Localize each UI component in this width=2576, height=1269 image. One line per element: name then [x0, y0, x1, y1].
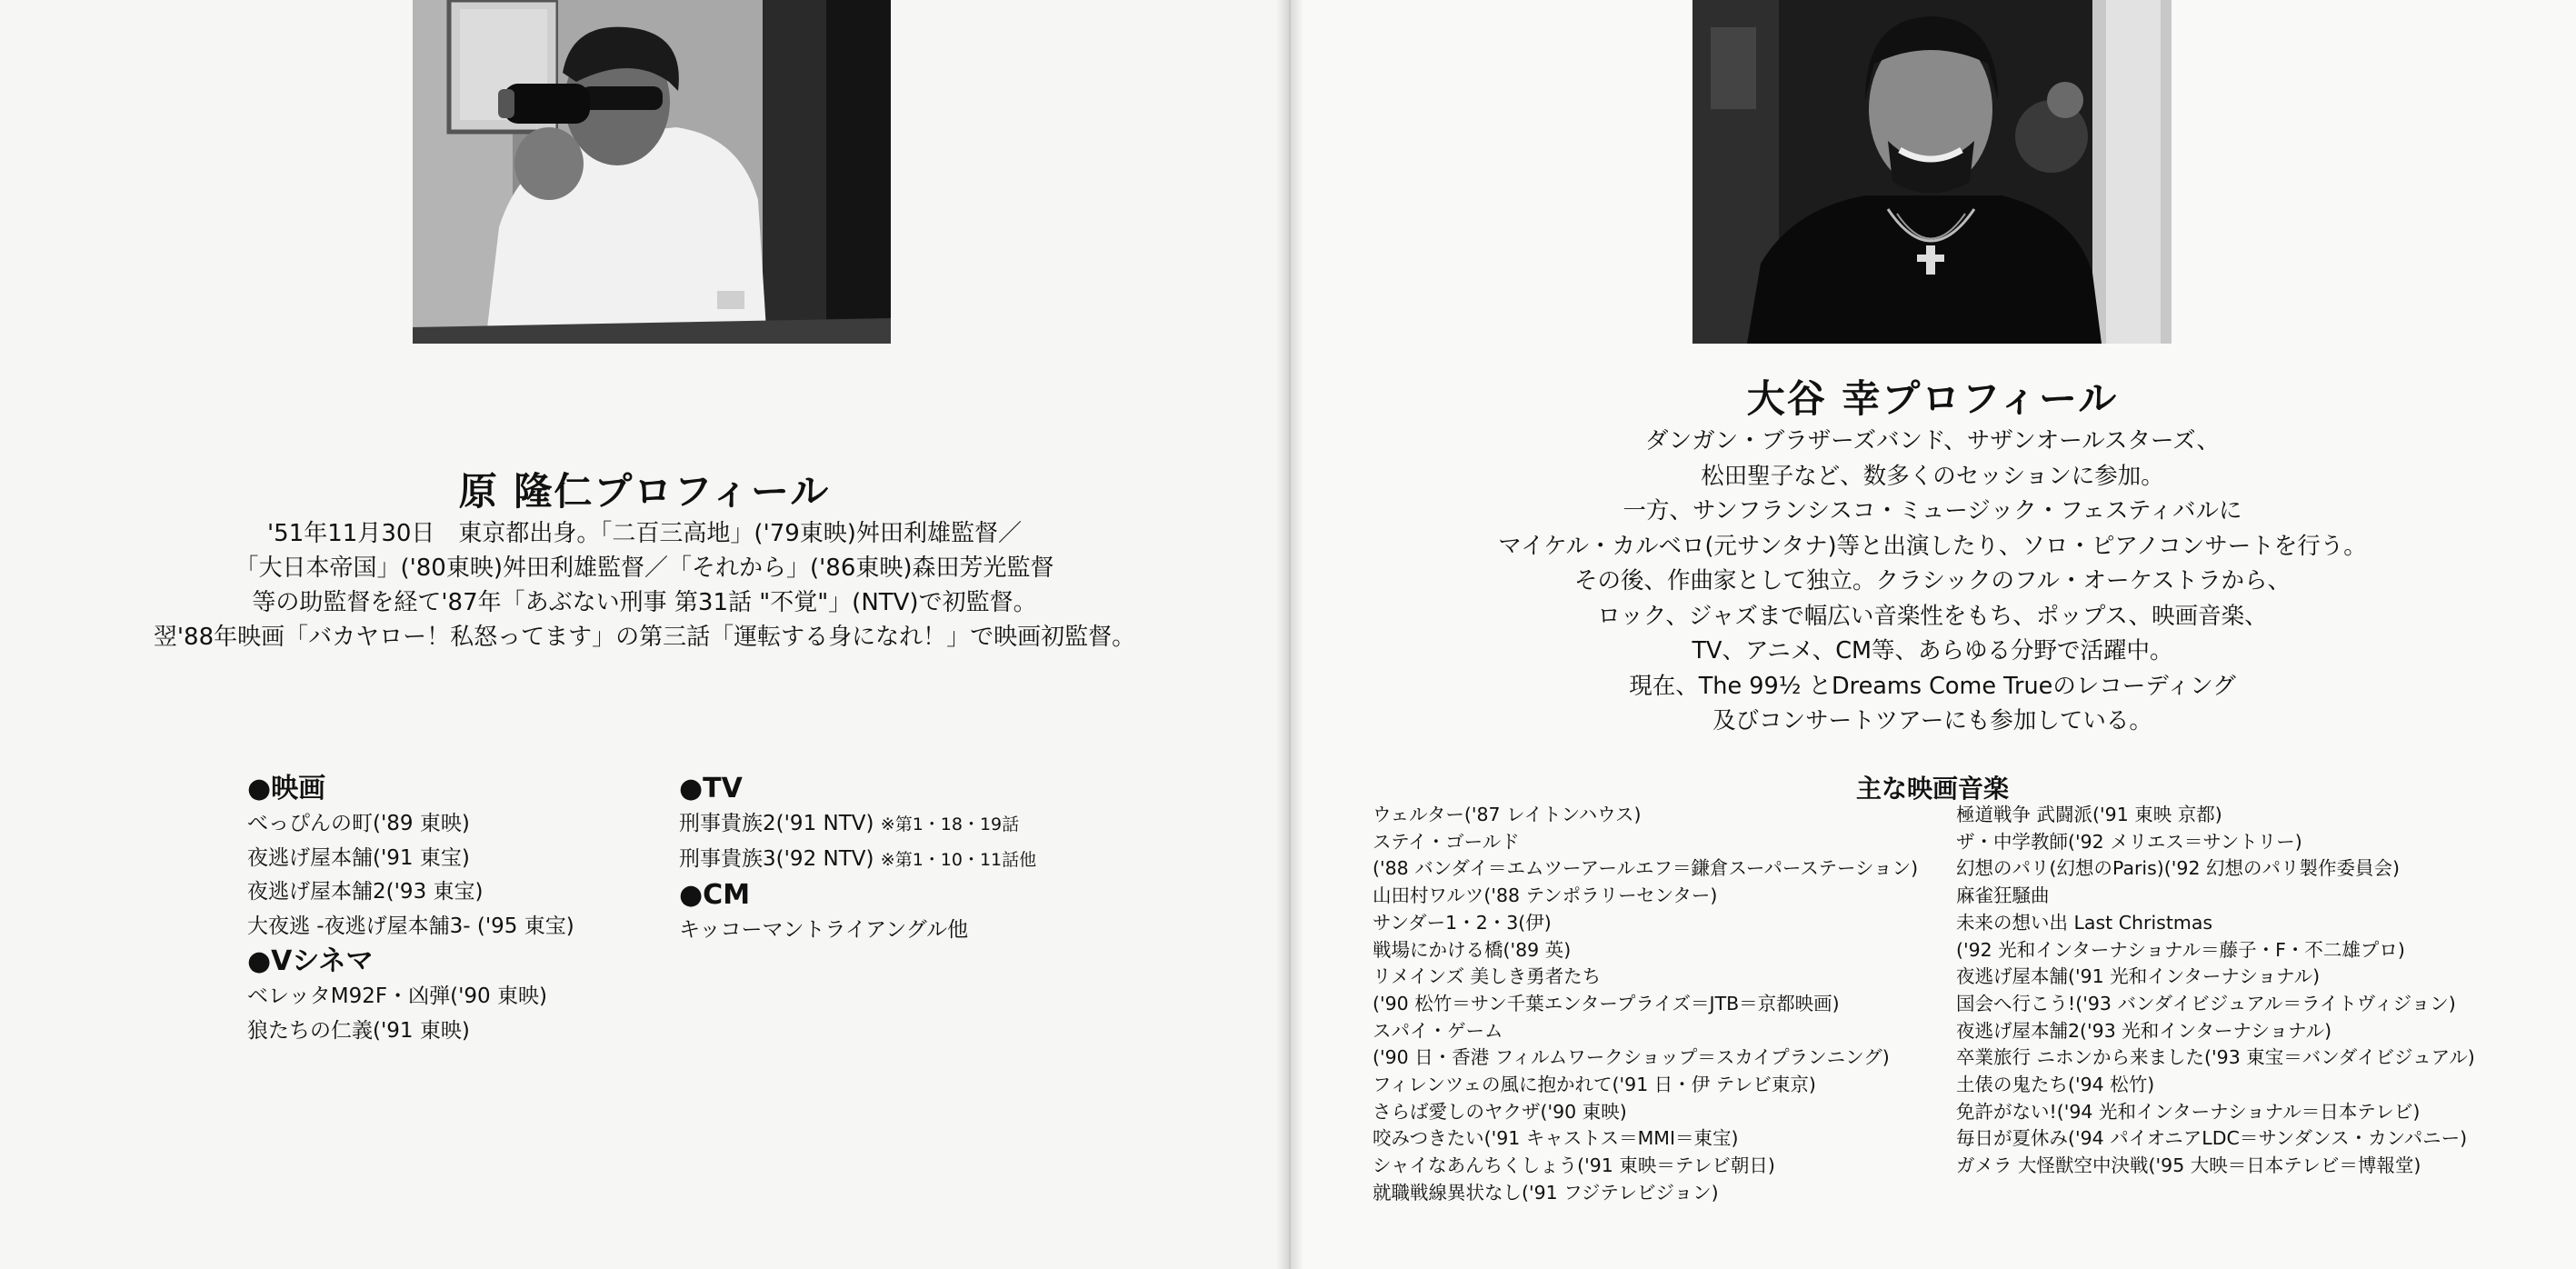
hara-bio-line: '51年11月30日 東京都出身。「二百三高地」('79東映)舛田利雄監督／: [267, 520, 1022, 547]
tv-item-note: ※第1・18・19話: [880, 814, 1020, 834]
movie-item: 夜逃げ屋本舗2('93 東宝): [247, 880, 484, 904]
film-music-item: ステイ・ゴールド: [1373, 830, 1520, 853]
hara-profile-title: 原 隆仁プロフィール: [458, 469, 831, 514]
tv-item-title: 刑事貴族3('92 NTV): [679, 846, 874, 871]
film-music-heading: 主な映画音楽: [1855, 774, 2009, 804]
film-music-item: ザ・中学教師('92 メリエス＝サントリー): [1956, 830, 2302, 853]
film-music-item: 幻想のパリ(幻想のParis)('92 幻想のパリ製作委員会): [1956, 857, 2401, 880]
portrait-hara: [413, 0, 891, 344]
tv-heading: ●TV: [679, 773, 743, 804]
film-music-item: 夜逃げ屋本舗('91 光和インターナショナル): [1956, 965, 2321, 988]
film-music-item: スパイ・ゲーム: [1373, 1019, 1503, 1042]
right-page: [1289, 0, 2576, 1269]
film-music-item: 極道戦争 武闘派('91 東映 京都): [1956, 804, 2222, 825]
otani-bio-line: ダンガン・ブラザーズバンド、サザンオールスターズ、: [1645, 427, 2220, 455]
otani-bio: [1289, 424, 2576, 739]
film-music-item: 山田村ワルツ('88 テンポラリーセンター): [1373, 884, 1718, 907]
film-music-item: さらば愛しのヤクザ('90 東映): [1373, 1100, 1627, 1123]
otani-bio-line: その後、作曲家として独立。クラシックのフル・オーケストラから、: [1574, 567, 2291, 595]
otani-bio-line: 現在、The 99½ とDreams Come Trueのレコーディング: [1629, 672, 2236, 700]
cm-item: キッコーマントライアングル他: [679, 918, 969, 942]
film-music-item: 未来の想い出 Last Christmas: [1956, 911, 2213, 934]
movie-item: べっぴんの町('89 東映): [247, 812, 470, 835]
film-music-item: 咬みつきたい('91 キャストス＝MMI＝東宝): [1373, 1127, 1739, 1150]
film-music-item: シャイなあんちくしょう('91 東映＝テレビ朝日): [1373, 1154, 1775, 1177]
hara-bio-line: 等の助監督を経て'87年「あぶない刑事 第31話 "不覚"」(NTV)で初監督。: [252, 589, 1037, 616]
vcinema-heading: ●Vシネマ: [247, 945, 374, 977]
film-music-item: 免許がない!('94 光和インターナショナル＝日本テレビ): [1956, 1100, 2421, 1123]
film-music-item: 麻雀狂騒曲: [1956, 884, 2050, 907]
film-music-item: 就職戦線異状なし('91 フジテレビジョン): [1373, 1181, 1719, 1204]
tv-item: [679, 807, 1036, 843]
film-music-item: 土俵の鬼たち('94 松竹): [1956, 1074, 2155, 1096]
film-music-item: 毎日が夏休み('94 パイオニアLDC＝サンダンス・カンパニー): [1956, 1127, 2468, 1150]
film-music-item: ('90 松竹＝サン千葉エンタープライズ＝JTB＝京都映画): [1373, 992, 1840, 1014]
film-music-item: ガメラ 大怪獣空中決戦('95 大映＝日本テレビ＝博報堂): [1956, 1154, 2421, 1177]
film-music-item: 夜逃げ屋本舗2('93 光和インターナショナル): [1956, 1019, 2332, 1042]
film-music-item: フィレンツェの風に抱かれて('91 日・伊 テレビ東京): [1373, 1074, 1816, 1096]
film-music-item: サンダー1・2・3(伊): [1373, 911, 1552, 934]
film-music-item: ('92 光和インターナショナル＝藤子・F・不二雄プロ): [1956, 938, 2405, 961]
hara-works-column-2: [679, 771, 1036, 948]
otani-bio-line: ロック、ジャズまで幅広い音楽性をもち、ポップス、映画音楽、: [1597, 602, 2268, 630]
vcinema-item: 狼たちの仁義('91 東映): [247, 1018, 470, 1043]
otani-bio-line: 及びコンサートツアーにも参加している。: [1712, 707, 2152, 734]
otani-bio-line: マイケル・カルベロ(元サンタナ)等と出演したり、ソロ・ピアノコンサートを行う。: [1498, 532, 2367, 560]
film-music-column-1: [1373, 802, 1918, 1207]
film-music-item: リメインズ 美しき勇者たち: [1373, 965, 1602, 988]
tv-item-note: ※第1・10・11話他: [880, 849, 1037, 870]
film-music-item: ウェルター('87 レイトンハウス): [1373, 804, 1642, 825]
otani-bio-line: TV、アニメ、CM等、あらゆる分野で活躍中。: [1692, 637, 2173, 664]
portrait-otani: [1692, 0, 2172, 344]
movie-item: 夜逃げ屋本舗('91 東宝): [247, 845, 470, 870]
otani-bio-line: 松田聖子など、数多くのセッションに参加。: [1701, 462, 2164, 490]
film-music-item: ('88 バンダイ＝エムツーアールエフ＝鎌倉スーパーステーション): [1373, 857, 1919, 880]
otani-profile-title: 大谷 幸プロフィール: [1746, 376, 2119, 421]
otani-bio-line: 一方、サンフランシスコ・ミュージック・フェスティバルに: [1622, 497, 2242, 525]
book-gutter: [1276, 0, 1303, 1269]
movies-heading: ●映画: [247, 773, 326, 804]
film-music-item: ('90 日・香港 フィルムワークショップ＝スカイプランニング): [1373, 1046, 1890, 1069]
hara-bio-line: 翌'88年映画「バカヤロー！私怒ってます」の第三話「運転する身になれ！」で映画初監督。: [153, 624, 1136, 651]
film-music-item: 戦場にかける橋('89 英): [1373, 938, 1572, 961]
vcinema-item: ベレッタM92F・凶弾('90 東映): [247, 984, 547, 1008]
film-music-item: 卒業旅行 ニホンから来ました('93 東宝＝バンダイビジュアル): [1956, 1046, 2475, 1069]
hara-bio-line: 「大日本帝国」('80東映)舛田利雄監督／「それから」('86東映)森田芳光監督: [235, 555, 1054, 582]
cm-heading: ●CM: [679, 879, 751, 911]
hara-bio: [0, 516, 1289, 654]
hara-works-column-1: [247, 771, 574, 1048]
movie-item: 大夜逃 -夜逃げ屋本舗3- ('95 東宝): [247, 914, 574, 938]
film-music-item: 国会へ行こう!('93 バンダイビジュアル＝ライトヴィジョン): [1956, 992, 2456, 1014]
tv-item: [679, 843, 1036, 878]
tv-item-title: 刑事貴族2('91 NTV): [679, 812, 874, 835]
film-music-column-2: [1956, 802, 2475, 1180]
